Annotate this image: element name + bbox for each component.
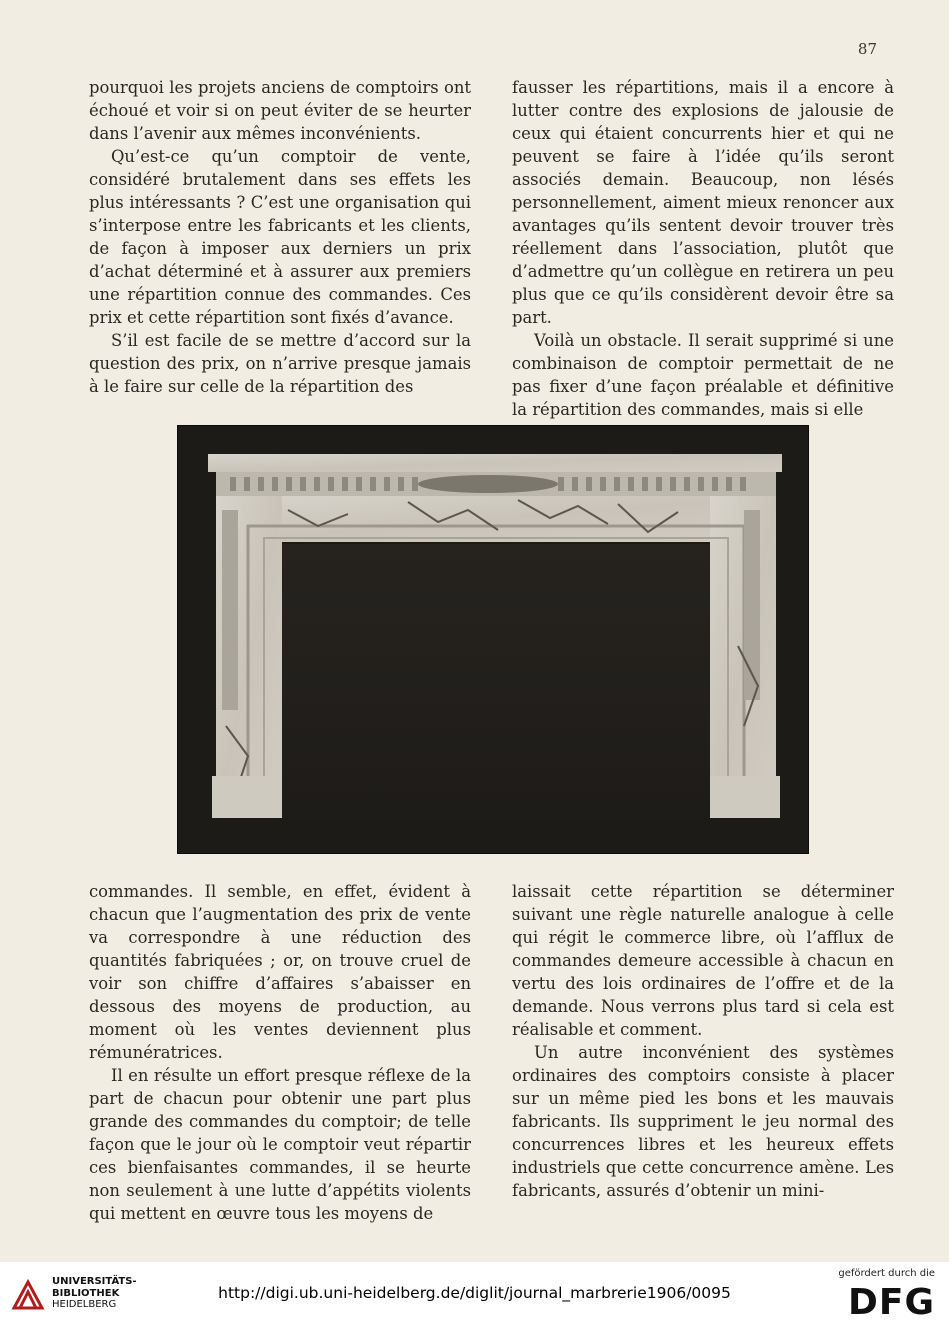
fireplace-photograph	[177, 425, 809, 854]
paragraph: Voilà un obstacle. Il serait supprimé si une combinaison de comptoir permettait de ne pas fixer d’une façon préalable et définitive la répartition des commandes, mais si elle	[512, 331, 894, 419]
paragraph: laissait cette répartition se déterminer suivant une règle naturelle analogue à celle qui régit le commerce libre, où l’afflux de commandes demeure accessible à chacun en vertu des lois ordinaires de l’offre et de la demande. Nous verrons plus tard si cela est réalisable et comment.	[512, 882, 894, 1039]
dfg-logo: DFG	[847, 1282, 935, 1323]
text-column-left-top	[89, 76, 471, 398]
library-name-line: UNIVERSITÄTS-	[52, 1276, 137, 1287]
library-name-line: HEIDELBERG	[52, 1299, 117, 1310]
paragraph: Il en résulte un effort presque réflexe de la part de chacun pour obtenir une part plus grande des commandes du comptoir; de telle façon que le jour où le comptoir veut répartir ces bienfaisantes commandes, il se heurte non seulement à une lutte d’appétits violents qui mettent en œuvre tous les moyens de	[89, 1066, 471, 1223]
paragraph: Un autre inconvénient des systèmes ordinaires des comptoirs consiste à placer sur un même pied les bons et les mauvais fabricants. Ils suppriment le jeu normal des concurrences libres et les heureux effets industriels que cette concurrence amène. Les fabricants, assurés d’obtenir un mini-	[512, 1043, 894, 1200]
paragraph: fausser les répartitions, mais il a encore à lutter contre des explosions de jalousie de ceux qui étaient concurrents hier et qui ne peuvent se faire à l’idée qu’ils seront associés demain. Beaucoup, non lésés personnellement, aiment mieux renoncer aux avantages qu’ils sentent devoir trouver très réellement dans l’association, plutôt que d’admettre qu’un collègue en retirera un peu plus que ce qu’ils considèrent devoir être sa part.	[512, 78, 894, 327]
text-column-right-top	[512, 76, 894, 421]
paragraph: S’il est facile de se mettre d’accord sur la question des prix, on n’arrive presque jamais à le faire sur celle de la répartition des	[89, 331, 471, 396]
library-name-line: BIBLIOTHEK	[52, 1287, 120, 1299]
text-column-left-bottom	[89, 880, 471, 1225]
text-column-right-bottom	[512, 880, 894, 1202]
marble-fireplace-illustration	[178, 426, 808, 853]
paragraph: commandes. Il semble, en effet, évident à chacun que l’augmentation des prix de vente va correspondre à une réduction des quantités fabriquées ; or, on trouve cruel de voir son chiffre d’affaires s’abaisser en dessous des moyens de production, au moment où les ventes deviennent plus rémunératrices.	[89, 882, 471, 1062]
paragraph: pourquoi les projets anciens de comptoirs ont échoué et voir si on peut éviter de se heurter dans l’avenir aux mêmes inconvénients.	[89, 78, 471, 143]
page-number: 87	[857, 40, 877, 58]
paragraph: Qu’est-ce qu’un comptoir de vente, considéré brutalement dans ses effets les plus intéressants ? C’est une organisation qui s’interpose entre les fabricants et les clients, de façon à imposer aux derniers un prix d’achat déterminé et à assurer aux premiers une répartition connue des commandes. Ces prix et cette répartition sont fixés d’avance.	[89, 147, 471, 327]
source-url-link[interactable]: http://digi.ub.uni-heidelberg.de/diglit/journal_marbrerie1906/0095	[218, 1284, 731, 1302]
funded-by-label: gefördert durch die	[838, 1268, 935, 1279]
digitization-footer	[0, 1262, 949, 1328]
